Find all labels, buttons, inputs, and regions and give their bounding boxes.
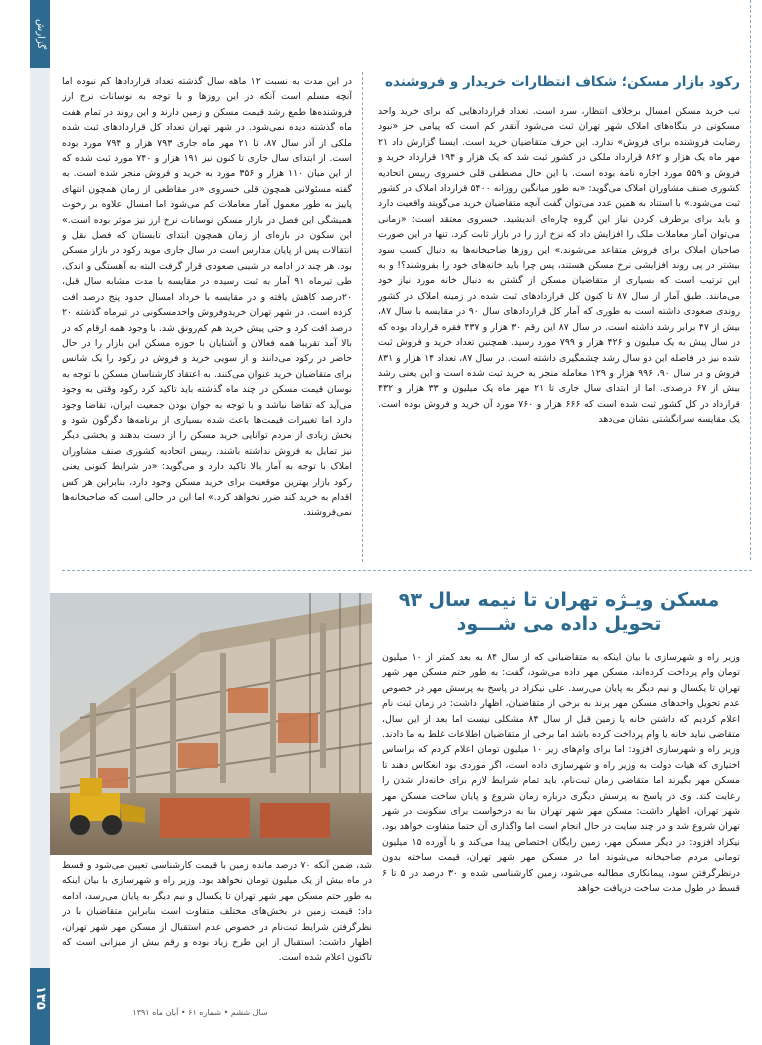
article2-title-line2: تحویل داده می شـــود [456, 613, 662, 635]
page-number: ۱۳۵ [33, 986, 48, 1010]
article2-left-column: شد، ضمن آنکه ۷۰ درصد مانده زمین با قیمت کارشناسی تعیین می‌شود و قسط در ماه بیش از یک میلیون تومان نخواهد بود. وزیر راه و شهرسازی با بیان اینکه به طور حتم مسکن مهر شهر تهران تا یکسال و نیم دیگر به پایان می‌رسد، ادامه داد: قیمت زمین در بخش‌های مختلف متفاوت است بنابراین متقاضیان با در نظرگرفتن شرایط ثبت‌نام در خصوص عدم استقبال از مسکن مهر شهر تهران، اظهار داشت: استقبال از این طرح زیاد بوده و رقم بیش از میزانی است که تاکنون اعلام شده است. [62, 860, 372, 964]
section-label: گزارش [35, 18, 46, 50]
construction-photo-illustration [50, 593, 372, 855]
article2-title-line1: مسکن ویـژه تهران تا نیمه سال ۹۳ [398, 589, 720, 611]
section-divider [62, 570, 752, 571]
footer-issue: سال ششم • شماره ۶۱ • آبان ماه ۱۳۹۱ [132, 1008, 268, 1017]
construction-photo [50, 593, 372, 855]
article2-right-column: وزیر راه و شهرسازی با بیان اینکه به متقاضیانی که از سال ۸۴ به بعد کمتر از ۱۰ میلیون تومان وام پرداخت کرده‌اند، مسکن مهر داده می‌شود، گفت: به طور حتم مسکن مهر شهر تهران تا یکسال و نیم دیگر به پایان می‌رسد. علی نیکزاد در پاسخ به پرسش مهر در خصوص عدم تحویل واحدهای مسکن مهر پرند به برخی از متقاضیان، اظهار داشت: در زمان ثبت نام اعلام کردیم که داشتن خانه یا زمین قبل از سال ۸۴ مشکلی نیست اما بعد از این سال، متقاضی نباید خانه یا وام پرداخت کرده باشد اما برخی از متقاضیان اطلاعات غلط به ما دادند. وزیر راه و شهرسازی افزود: اما برای وام‌های زیر ۱۰ میلیون تومان اعلام کردم که براساس اختیاری که هیات دولت به وزیر راه و شهرسازی داده است، اگر موردی بود انعکاس دهند تا مسکن مهر بگیرند اما متقاضی زمان ثبت‌نام، باید تمام شرایط لازم برای خانه‌دار شدن را رعایت کند. وی در پاسخ به پرسش دیگری درباره زمان شروع و پایان ساخت مسکن مهر شهر تهران، اظهار داشت: مسکن مهر شهر تهران بنا به درخواست برای سکونت در شهر تهران شروع شد و در چند سایت در حال انجام است اما واگذاری آن حتما متفاوت خواهد بود. نیکزاد افزود: در دیگر مسکن مهر، زمین رایگان اختصاص پیدا می‌کند و با آورده ۱۵ میلیون تومانی مردم صاحبخانه می‌شوند اما در مسکن مهر شهر تهران، قیمت ساخته بدون درنظرگرفتن سود، پیمانکاری مطالبه می‌شود، زمین کارشناسی شده و ۳۰ درصد در ۵ تا ۶ قسط در طول مدت ساخت دریافت خواهد [382, 652, 740, 895]
article1-right-column: تب خرید مسکن امسال برخلاف انتظار، سرد است. تعداد قراردادهایی که برای خرید واحد مسکونی در بنگاه‌های املاک شهر تهران ثبت می‌شود آنقدر کم است که پیامی جز «نبود رضایت فروشنده برای فروش» ندارد. این حرف متقاضیان خرید است. ایسنا گزارش داد ۲۱ مهر ماه یک هزار و ۸۶۲ قرارداد ملکی در کشور ثبت شد که یک هزار و ۱۹۴ قرارداد خرید و فروش و ۵۵۹ مورد اجاره نامه بوده است. با این حال مصطفی قلی خسروی رییس اتحادیه کشوری صنف مشاوران املاک می‌گوید: «به طور میانگین روزانه ۵۴۰۰ قرارداد املاک در کشور ثبت می‌شود.» با استناد به همین عدد می‌توان گفت آنچه متقاضیان خرید می‌گویند واقعیت دارد و باید برای برطرف کردن نیاز این گروه چاره‌ای اندیشید. خسروی معتقد است: «زمانی می‌توان آمار معاملات ملک را افزایش داد که نرخ ارز را در بازار ثابت کرد. تنها در این صورت صاحبان املاک برای فروش متقاعد می‌شوند.» این روزها صاحبخانه‌ها به دنبال کسب سود بیشتر در پی روند افزایشی نرخ مسکن هستند، پس چرا باید خانه‌های خود را بفروشند؟! و به این ترتیب است که بسیاری از متقاضیان مسکن از گشتن به دنبال خانه مورد نیاز خود می‌مانند. طبق آمار از سال ۸۷ تا کنون کل قراردادهای ثبت شده در زمینه املاک در کشور روندی صعودی داشته است به طوری که آمار کل قراردادهای سال ۹۰ در مقایسه با سال ۸۷، بیش از ۴۷ برابر رشد داشته است. در سال ۸۷ این رقم ۳۰ هزار و ۴۳۷ فقره قرارداد بوده که در سال پیش به یک میلیون و ۴۲۶ هزار و ۷۹۹ مورد رسید. همچنین تعداد خرید و فروش ثبت شده نیز در فاصله این دو سال رشد چشمگیری داشته است. در سال ۸۷، تعداد ۱۴ هزار و ۸۳۱ فروش و در سال ۹۰، ۹۹۶ هزار و ۱۲۹ معامله منجر به خرید ثبت شده است و این یعنی رشد بیش از ۶۷ درصدی. اما از ابتدای سال جاری تا ۲۱ مهر ماه یک میلیون و ۳۳ هزار و ۴۳۲ قرارداد در کل کشور ثبت شده است که ۶۶۶ هزار و ۷۶۰ مورد آن خرید و فروش بوده است. یک مقایسه سرانگشتی نشان می‌دهد [378, 106, 740, 426]
article1-title: رکود بازار مسکن؛ شکاف انتظارات خریدار و فروشنده [385, 74, 740, 90]
right-border [750, 0, 751, 560]
article1-left-column: در این مدت به نسبت ۱۲ ماهه سال گذشته تعداد قراردادها کم نبوده اما آنچه مسلم است آنکه در این روزها و با توجه به نوسانات نرخ ارز فروشنده‌ها طمع رشد قیمت مسکن و زمین دارند و این روند در تمام هفت ماه گذشته دیده نمی‌شود. در شهر تهران تعداد کل قراردادهای ثبت شده ملکی از آذر سال ۸۷، تا ۲۱ مهر ماه جاری ۷۹۳ هزار و ۷۹۴ مورد بوده است. از ابتدای سال جاری تا کنون نیز ۱۹۱ هزار و ۷۴۰ مورد ثبت شده که از این میان ۱۱۰ هزار و ۳۵۶ مورد به خرید و فروش منجر شده است. به گفته مسئولانی همچون قلی خسروی «در مقاطعی از زمان همچون انتهای پاییز به طور معمول آمار معاملات کم می‌شود اما امسال علاوه بر رخوت همیشگی این فصل در بازار مسکن نوسانات نرخ ارز نیز موثر بوده است.» این سکون در بازه‌ای از زمان همچون ابتدای تابستان که فصل نقل و انتقالات پس از پایان مدارس است در سال جاری موید رکود در بازار مسکن بود. هر چند در ادامه در شیبی صعودی قرار گرفت البته به آهستگی و اندک. طی تیرماه ۹۱ آمار به ثبت رسیده در مقایسه با مدت مشابه سال قبل، ۲۰درصد کاهش یافته و در مقایسه با خرداد امسال حدود پنج درصد افت کرده است. در شهر تهران خریدوفروش واحدمسکونی در تیرماه گذشته ۲۰ درصد افت کرد و حتی پیش خرید هم کم‌رونق شد. با وجود همه ارقام که در بالا آمد تقریبا همه فعالان و آشنایان با حوزه مسکن این بازار را در حال حاضر در رکود می‌دانند و از سویی خرید و فروش در رکود را یک شانس برای متقاضیان خرید عنوان می‌کنند. به اعتقاد کارشناسان مسکن با توجه به نوسان قیمت مسکن در چند ماه گذشته باید تاکید کرد رکود وقتی به وجود می‌آید که تقاضا نباشد و با توجه به جوان بودن جمعیت ایران، تقاضا وجود دارد اما تغییرات قیمت‌ها باعث شده بسیاری از برنامه‌ها دگرگون شود و بخش زیادی از مردم توانایی خرید مسکن را از دست بدهند و بخشی دیگر نیز تمایل به فروش نداشته باشند. رییس اتحادیه کشوری صنف مشاوران املاک با توجه به آمار بالا تاکید دارد و می‌گوید: «در شرایط کنونی یعنی رکود بازار بهترین موقعیت برای خرید مسکن وجود دارد، بنابراین هر کس اقدام به خرید کند ضرر نخواهد کرد.» اما این در حالی است که صاحبخانه‌ها نمی‌فروشند. [62, 76, 352, 519]
sidebar-strip [30, 0, 50, 1045]
column-divider [362, 72, 363, 562]
